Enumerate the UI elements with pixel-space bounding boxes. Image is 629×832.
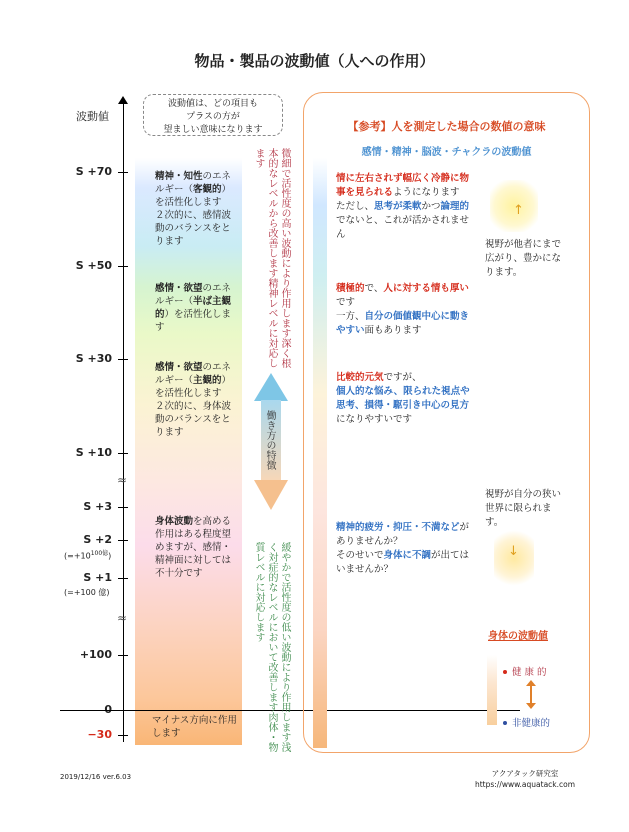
up-arrow-icon: ↑ — [513, 203, 524, 218]
healthy-dot-icon — [503, 670, 507, 674]
footer-credit — [470, 768, 580, 790]
axis-break-mark: ≈ — [117, 473, 128, 487]
tick-sub: $(=+10^{100億})$ — [64, 550, 112, 561]
unhealthy-label: 非健康的 — [512, 718, 551, 729]
tick-mark — [118, 266, 128, 267]
tick-mark — [118, 507, 128, 508]
side-note: 視野が自分の狭い世界に限られます。 — [485, 489, 562, 528]
note-line: 波動値は、どの項目も — [167, 99, 258, 109]
level-description: 精神・知性のエネルギー（客観的）を活性化します ２次的に、感情波動のバランスをとります — [155, 171, 232, 247]
tick-mark — [118, 172, 128, 173]
reference-text: 精神的疲労・抑圧・不満などがありませんか？ そのせいで身体に不調が出てはいませんか？ — [336, 522, 470, 575]
footer-date: 2019/12/16 ver.6.03 — [60, 773, 132, 781]
reference-scale-bar — [313, 158, 327, 748]
tick-label: S +30 — [75, 352, 112, 365]
axis-title: 波動値 — [76, 110, 109, 123]
note-box — [143, 94, 283, 136]
tick-label: S +1 — [83, 571, 112, 584]
reference-subtitle: 感情・精神・脳波・チャクラの波動値 — [361, 147, 532, 158]
tick-mark — [118, 578, 128, 579]
tick-mark — [118, 655, 128, 656]
vertical-text-bottom: 緩やかで活性度の低い波動により作用します浅く対症的なレベルにおいて改善します肉体・物質レベルに対応します — [253, 542, 290, 752]
footer-url: https://www.aquatack.com — [474, 780, 576, 789]
tick-mark — [118, 735, 128, 736]
tick-label: S +70 — [75, 165, 112, 178]
tick-label: S +50 — [75, 259, 112, 272]
reference-text: 積極的で、人に対する情も厚いです 一方、自分の価値観中心に動きやすい面もあります — [336, 283, 470, 336]
tick-label: S +2 — [83, 533, 112, 546]
healthy-label: 健 康 的 — [512, 667, 547, 678]
note-line: プラスの方が — [186, 112, 240, 122]
side-note: 視野が他者にまで広がり、豊かになります。 — [485, 239, 562, 278]
up-down-arrow-icon — [530, 683, 532, 705]
arrow-up-icon — [254, 373, 288, 401]
down-arrow-icon: ↓ — [508, 544, 519, 559]
tick-mark — [118, 453, 128, 454]
level-description: 感情・欲望のエネルギー（主観的）を活性化します ２次的に、身体波動のバランスをとります — [155, 362, 232, 438]
vertical-text-mid: 働き方の特徴 — [264, 410, 275, 470]
tick-mark — [118, 540, 128, 541]
reference-text: 比較的元気ですが、 個人的な悩み、限られた視点や思考、損得・駆引き中心の見方 になりやすいです — [336, 372, 470, 425]
body-wave-title: 身体の波動値 — [488, 631, 548, 642]
unhealthy-dot-icon — [503, 721, 507, 725]
level-description: 感情・欲望のエネルギー（半ば主観的）を活性化します — [155, 283, 232, 333]
vertical-text-top: 微細で活性度の高い波動により作用します深く根本的なレベルから改善します精神レベルに対応します — [253, 148, 290, 368]
reference-text: 情に左右されず幅広く冷静に物事を見られるようになります ただし、思考が柔軟かつ論理的でないと、これが活かされません — [336, 173, 470, 240]
page-title: 物品・製品の波動値（人への作用） — [194, 52, 435, 70]
reference-title: 【参考】人を測定した場合の数値の意味 — [347, 120, 546, 133]
note-line: 望ましい意味になります — [163, 125, 263, 135]
tick-label: S +3 — [83, 500, 112, 513]
axis-break-mark: ≈ — [117, 611, 128, 625]
tick-sub: (=+100 億) — [64, 588, 110, 597]
tick-mark — [118, 359, 128, 360]
axis-line — [123, 100, 124, 742]
footer-org: アクアタック研究室 — [491, 769, 559, 778]
tick-label: S +10 — [75, 446, 112, 459]
body-wave-bar — [487, 655, 497, 725]
tick-label: −30 — [87, 728, 112, 741]
level-description: 身体波動を高める作用はある程度望めますが、感情・精神面に対しては不十分です — [155, 516, 232, 579]
level-description: マイナス方向に作用します — [152, 715, 237, 739]
tick-label: +100 — [79, 648, 112, 661]
down-arrowhead-icon — [526, 703, 536, 709]
arrow-down-icon — [254, 480, 288, 510]
